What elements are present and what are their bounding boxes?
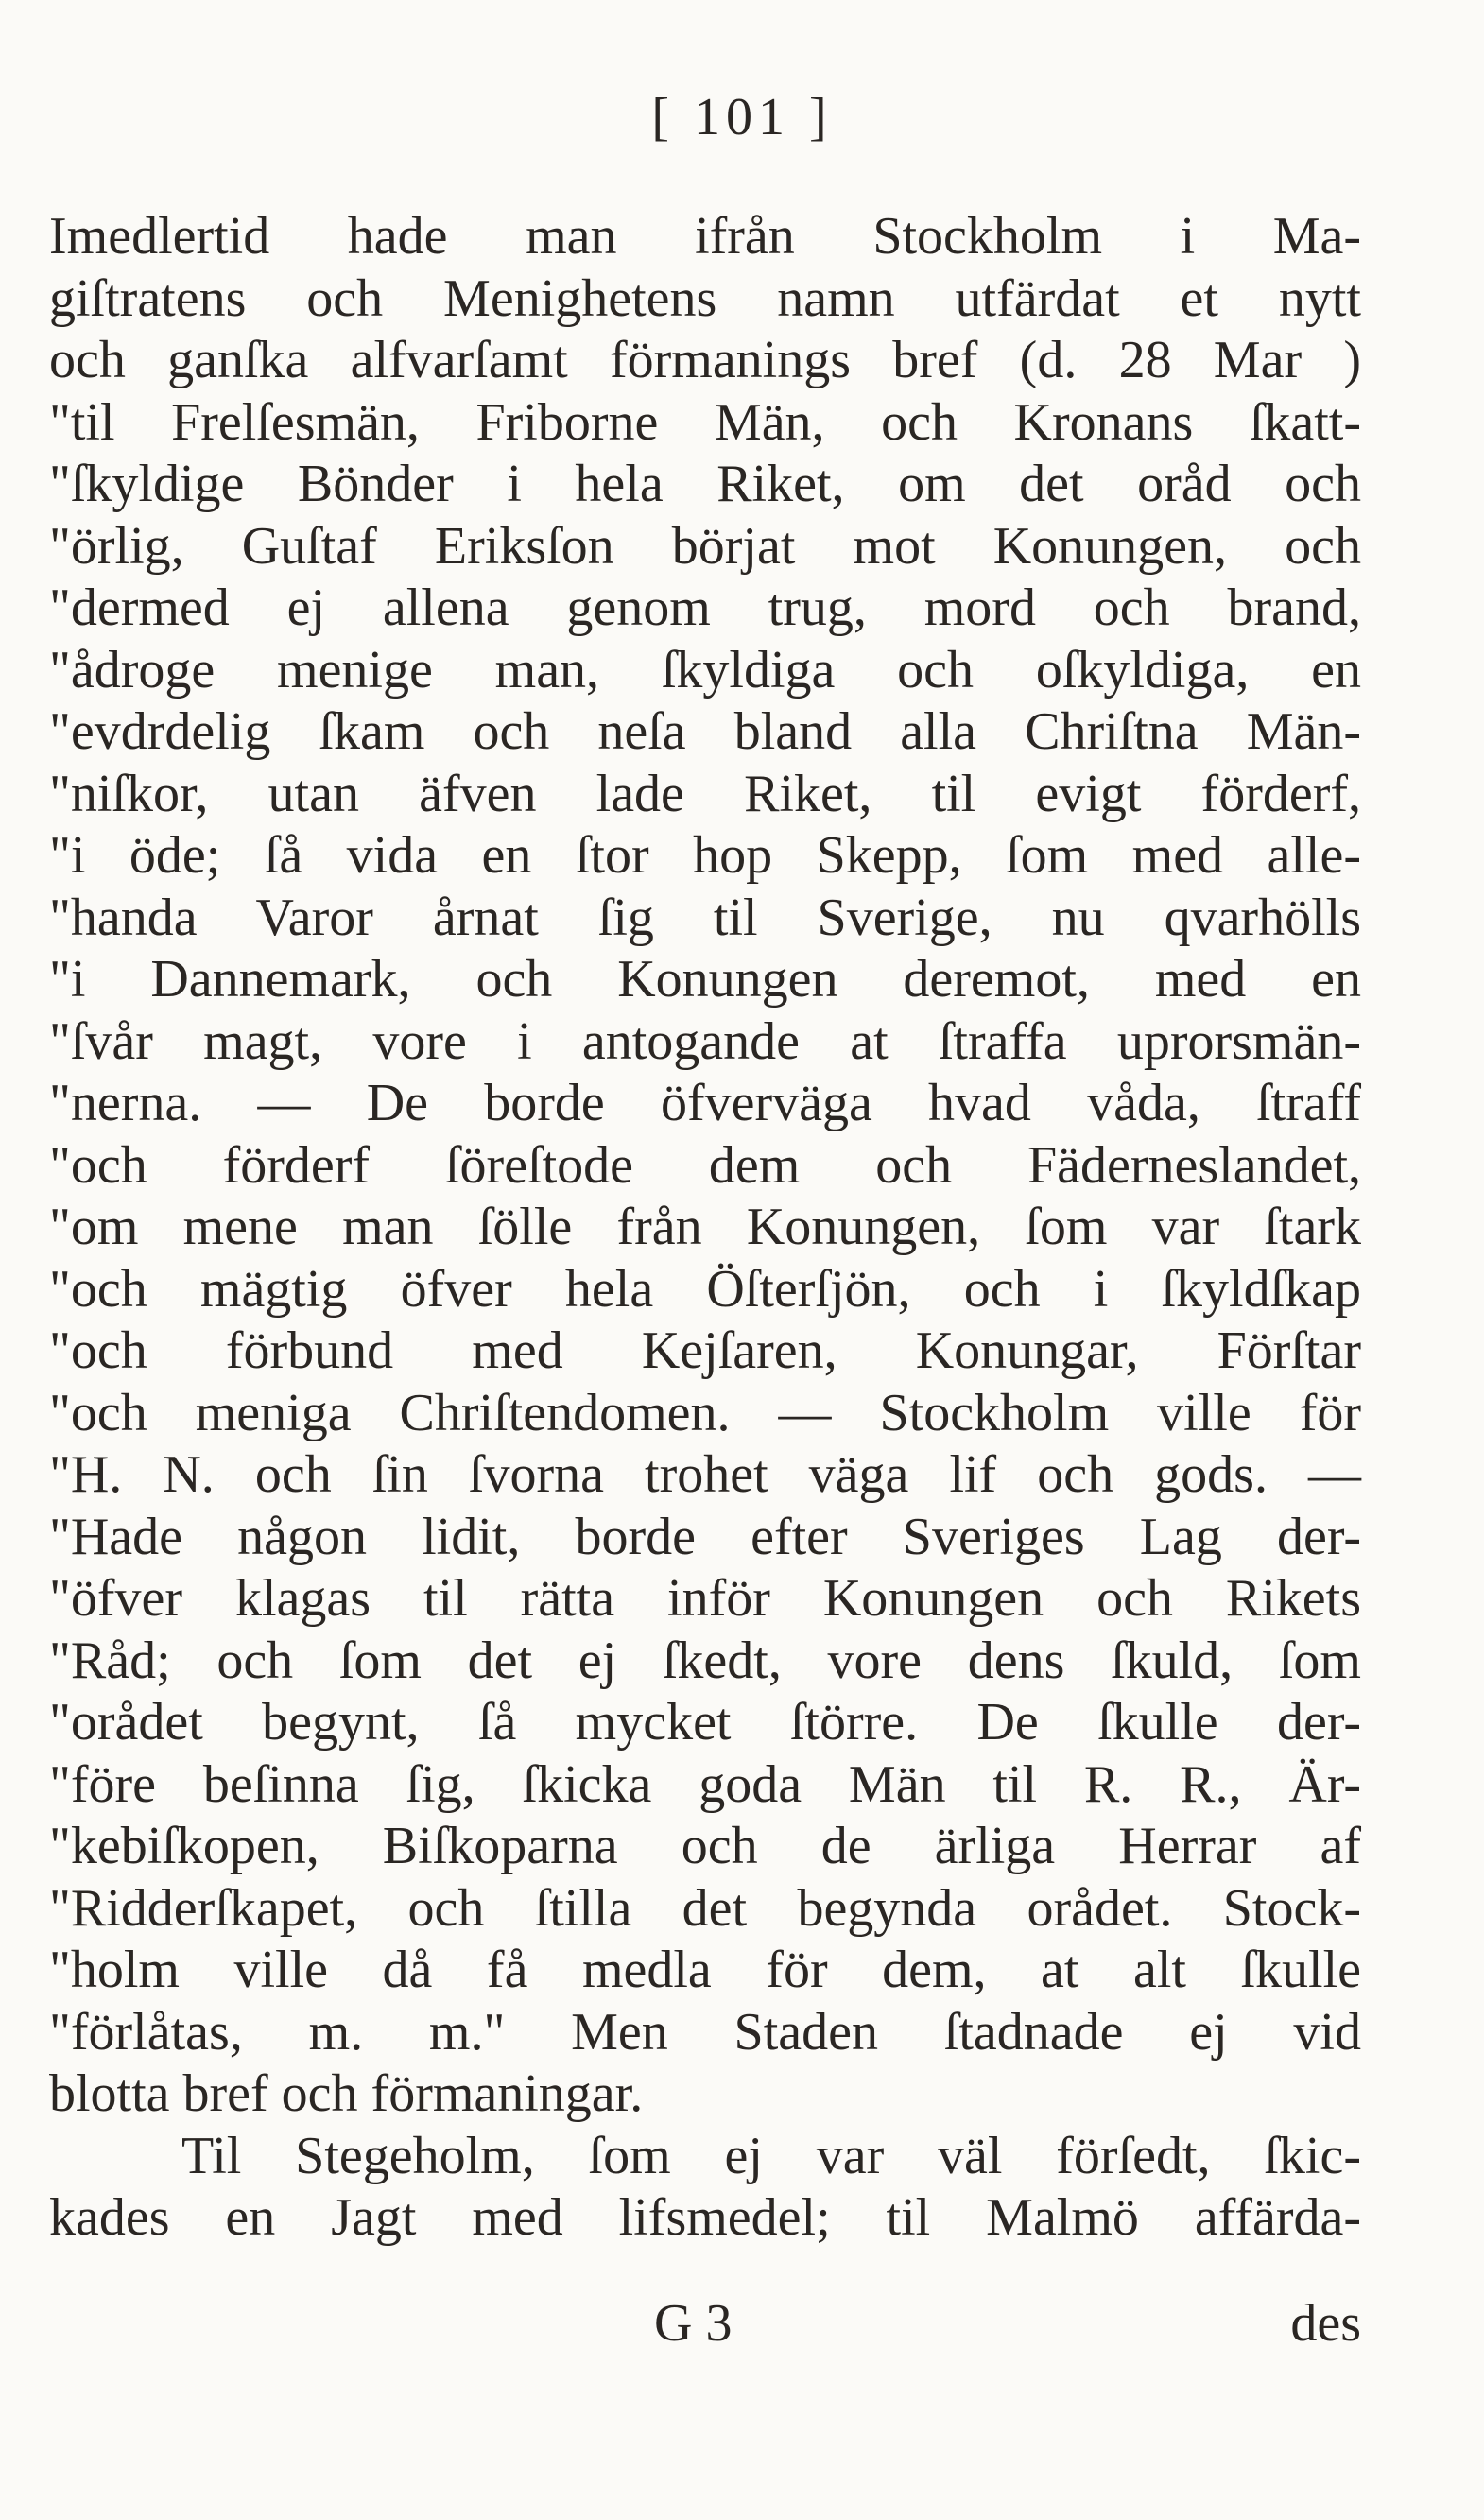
- text-line: "i öde; ſå vida en ſtor hop Skepp, ſom med alle-: [49, 826, 1361, 885]
- text-line: "och mägtig öfver hela Öſterſjön, och i ſkyldſkap: [49, 1259, 1361, 1319]
- text-line: Til Stegeholm, ſom ej var väl förſedt, ſkic-: [181, 2126, 1361, 2185]
- text-line: "dermed ej allena genom trug, mord och brand,: [49, 578, 1361, 637]
- page-footer: [49, 2293, 1361, 2369]
- text-line: "Råd; och ſom det ej ſkedt, vore dens ſkuld, ſom: [49, 1631, 1361, 1690]
- text-line: "och förbund med Kejſaren, Konungar, Förſtar: [49, 1321, 1361, 1380]
- text-line: "niſkor, utan äfven lade Riket, til evigt förderf,: [49, 764, 1361, 823]
- text-line: "Hade någon lidit, borde efter Sveriges Lag der-: [49, 1507, 1361, 1566]
- text-line: blotta bref och förmaningar.: [49, 2064, 644, 2123]
- body-text: [49, 206, 1361, 2250]
- text-line: "örlig, Guſtaf Eriksſon börjat mot Konungen, och: [49, 516, 1361, 576]
- text-line: "öfver klagas til rätta inför Konungen och Rikets: [49, 1569, 1361, 1628]
- text-line: "om mene man ſölle från Konungen, ſom var ſtark: [49, 1198, 1361, 1256]
- text-line: "nerna. — De borde öfverväga hvad våda, ſtraff: [49, 1074, 1361, 1132]
- text-line: "H. N. och ſin ſvorna trohet väga lif och gods. —: [49, 1445, 1361, 1504]
- text-line: "ſkyldige Bönder i hela Riket, om det oråd och: [49, 455, 1361, 513]
- text-line: "och förderf ſöreſtode dem och Fäderneslandet,: [49, 1135, 1361, 1195]
- text-line: "förlåtas, m. m." Men Staden ſtadnade ej vid: [49, 2002, 1361, 2062]
- page-number: [ 101 ]: [651, 88, 833, 147]
- text-line: "orådet begynt, ſå mycket ſtörre. De ſkulle der-: [49, 1693, 1361, 1752]
- text-line: "Ridderſkapet, och ſtilla det begynda orådet. Stock-: [49, 1878, 1361, 1938]
- text-line: kades en Jagt med lifsmedel; til Malmö affärda-: [49, 2188, 1361, 2247]
- text-line: "handa Varor årnat ſig til Sverige, nu qvarhölls: [49, 888, 1361, 947]
- text-line: "holm ville då få medla för dem, at alt ſkulle: [49, 1941, 1361, 1999]
- text-line: "i Dannemark, och Konungen deremot, med en: [49, 950, 1361, 1009]
- text-line: "före beſinna ſig, ſkicka goda Män til R. R., Är-: [49, 1754, 1361, 1814]
- signature-mark: G 3: [654, 2294, 733, 2353]
- text-line: Imedlertid hade man ifrån Stockholm i Ma-: [49, 207, 1361, 266]
- text-line: giſtratens och Menighetens namn utfärdat et nytt: [49, 268, 1361, 328]
- text-line: "evdrdelig ſkam och neſa bland alla Chriſtna Män-: [49, 702, 1361, 761]
- text-line: "ſvår magt, vore i antogande at ſtraffa uprorsmän-: [49, 1011, 1361, 1071]
- text-line: "och meniga Chriſtendomen. — Stockholm ville för: [49, 1383, 1361, 1442]
- text-line: "kebiſkopen, Biſkoparna och de ärliga Herrar af: [49, 1817, 1361, 1875]
- text-line: "til Frelſesmän, Friborne Män, och Kronans ſkatt-: [49, 392, 1361, 452]
- text-line: och ganſka alfvarſamt förmanings bref (d. 28 Mar ): [49, 331, 1361, 389]
- text-line: "ådroge menige man, ſkyldiga och oſkyldiga, en: [49, 640, 1361, 699]
- catchword: des: [1290, 2294, 1361, 2353]
